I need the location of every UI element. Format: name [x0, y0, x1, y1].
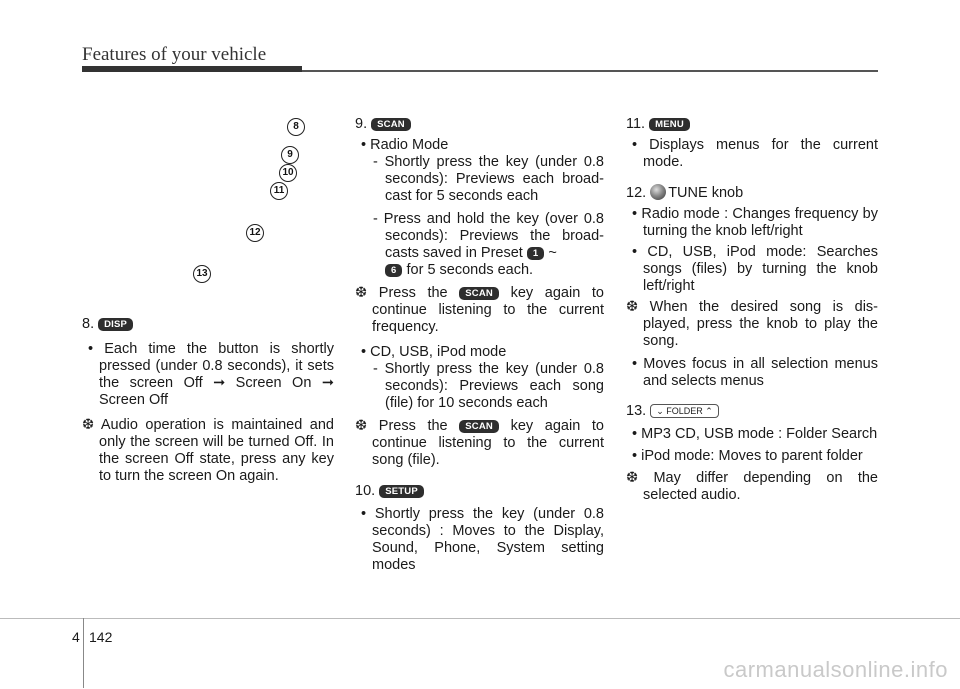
- item-9-note-1-tail: key again to continue listening to the current frequency.: [372, 285, 604, 335]
- footer-divider: [83, 618, 84, 688]
- item-10-bullet-text: Shortly press the key (under 0.8 seconds) : Moves to the Display, Sound, Phone, System setting modes: [372, 506, 604, 573]
- item-12-bullet-1-text: Radio mode : Changes frequency by turning the knob left/right: [641, 206, 878, 239]
- item-12-bullet-2-text: CD, USB, iPod mode: Searches songs (files) by turning the knob left/right: [643, 244, 878, 294]
- callout-11: 11: [270, 182, 288, 200]
- watermark: carmanualsonline.info: [723, 657, 948, 682]
- item-13-bullet-1: • MP3 CD, USB mode : Folder Search: [632, 426, 878, 442]
- item-9-heading: [355, 116, 604, 133]
- item-9-bullet-2: • CD, USB, iPod mode: [361, 344, 507, 360]
- callout-9: 9: [281, 146, 299, 164]
- item-8-note: ❆ Audio operation is maintained and only the screen will be turned Off. In the screen Off state, press any key to turn the screen On again.: [82, 417, 334, 484]
- item-8-heading: [82, 316, 334, 333]
- audio-unit-figure: [82, 104, 332, 300]
- item-12-number: 12.: [626, 185, 647, 201]
- menu-key-badge: MENU: [649, 118, 690, 131]
- column-1: [82, 316, 334, 485]
- header-bar: [82, 66, 302, 72]
- item-13-number: 13.: [626, 403, 647, 419]
- callout-13: 13: [193, 265, 211, 283]
- item-9-bullet-2-text: CD, USB, iPod mode: [370, 344, 507, 360]
- item-9-bullet-1-text: Radio Mode: [370, 137, 449, 153]
- item-11-number: 11.: [626, 116, 646, 132]
- preset-6-key-badge: 6: [385, 264, 402, 277]
- folder-key-badge: [650, 404, 719, 418]
- item-8-bullet: • Each time the button is shortly pressed (under 0.8 seconds), it sets the screen Off ➞ Screen On ➞ Screen Off: [88, 341, 334, 408]
- item-9-sub-3: - Shortly press the key (under 0.8 seconds): Previews each song (file) for 10 seconds each: [373, 361, 604, 411]
- item-12-bullet-3: • Moves focus in all selection menus and selects menus: [632, 356, 878, 389]
- column-2: [355, 116, 604, 574]
- item-9-sub-2-text: - Press and hold the key (over 0.8 seconds): Previews the broad-casts saved in Preset: [373, 211, 604, 261]
- item-12-label: TUNE knob: [668, 185, 744, 201]
- chevron-down-icon: ⌄: [656, 406, 664, 416]
- item-10-heading: [355, 483, 604, 500]
- callout-8: 8: [287, 118, 305, 136]
- item-13-bullet-2-text: iPod mode: Moves to parent folder: [641, 448, 863, 464]
- page-header-title: Features of your vehicle: [82, 44, 267, 65]
- item-9-note-2-tail: key again to continue listening to the current song (file).: [372, 418, 604, 468]
- callout-10: 10: [279, 164, 297, 182]
- scan-key-badge: SCAN: [371, 118, 411, 131]
- header-rule: [302, 70, 878, 72]
- scan-key-badge-2: SCAN: [459, 287, 499, 300]
- item-10-number: 10.: [355, 483, 376, 499]
- item-13-note: ❆ May differ depending on the selected audio.: [626, 470, 878, 503]
- item-9-bullet-1: • Radio Mode: [361, 137, 449, 153]
- item-9-note-1: [355, 285, 604, 336]
- footer-rule: [0, 618, 960, 619]
- item-11-bullet-text: Displays menus for the current mode.: [643, 137, 878, 170]
- item-12-heading: [626, 184, 878, 202]
- chapter-number: 4: [72, 629, 80, 645]
- item-12-note: ❆ When the desired song is dis-played, press the knob to play the song.: [626, 299, 878, 349]
- scan-key-badge-3: SCAN: [459, 420, 499, 433]
- item-9-sub-2: [355, 211, 604, 279]
- setup-key-badge: SETUP: [379, 485, 424, 498]
- item-12-bullet-1: • Radio mode : Changes frequency by turning the knob left/right: [632, 206, 878, 239]
- item-11-bullet: • Displays menus for the current mode.: [632, 137, 878, 170]
- item-9-note-1-lead: ❆ Press the: [355, 285, 448, 301]
- preset-1-key-badge: 1: [527, 247, 544, 260]
- item-12-bullet-3-text: Moves focus in all selection menus and selects menus: [643, 356, 878, 389]
- item-9-sub-1: - Shortly press the key (under 0.8 seconds): Previews each broad-cast for 5 seconds each: [373, 154, 604, 204]
- column-3: [626, 116, 878, 504]
- item-8-bullet-text: Each time the button is shortly pressed (under 0.8 seconds), it sets the screen Off ➞ Screen On ➞ Screen Off: [99, 341, 334, 408]
- item-9-sub-2-tail: for 5 seconds each.: [406, 262, 534, 278]
- chevron-up-icon: ⌃: [705, 406, 713, 416]
- preset-range-tilde: ~: [548, 245, 557, 261]
- item-9-number: 9.: [355, 116, 368, 132]
- item-12-bullet-2: • CD, USB, iPod mode: Searches songs (files) by turning the knob left/right: [632, 244, 878, 294]
- item-9-note-2: [355, 418, 604, 469]
- tune-knob-icon: [650, 184, 666, 200]
- folder-key-label: FOLDER: [666, 406, 703, 416]
- callout-12: 12: [246, 224, 264, 242]
- item-13-bullet-1-text: MP3 CD, USB mode : Folder Search: [641, 426, 878, 442]
- item-13-bullet-2: • iPod mode: Moves to parent folder: [632, 448, 863, 464]
- item-11-heading: [626, 116, 878, 133]
- page-number: 142: [89, 629, 113, 645]
- item-9-note-2-lead: ❆ Press the: [355, 418, 448, 434]
- item-13-heading: [626, 403, 878, 420]
- item-10-bullet: • Shortly press the key (under 0.8 seconds) : Moves to the Display, Sound, Phone, System setting modes: [361, 506, 604, 573]
- item-8-number: 8.: [82, 316, 95, 332]
- disp-key-badge: DISP: [98, 318, 133, 331]
